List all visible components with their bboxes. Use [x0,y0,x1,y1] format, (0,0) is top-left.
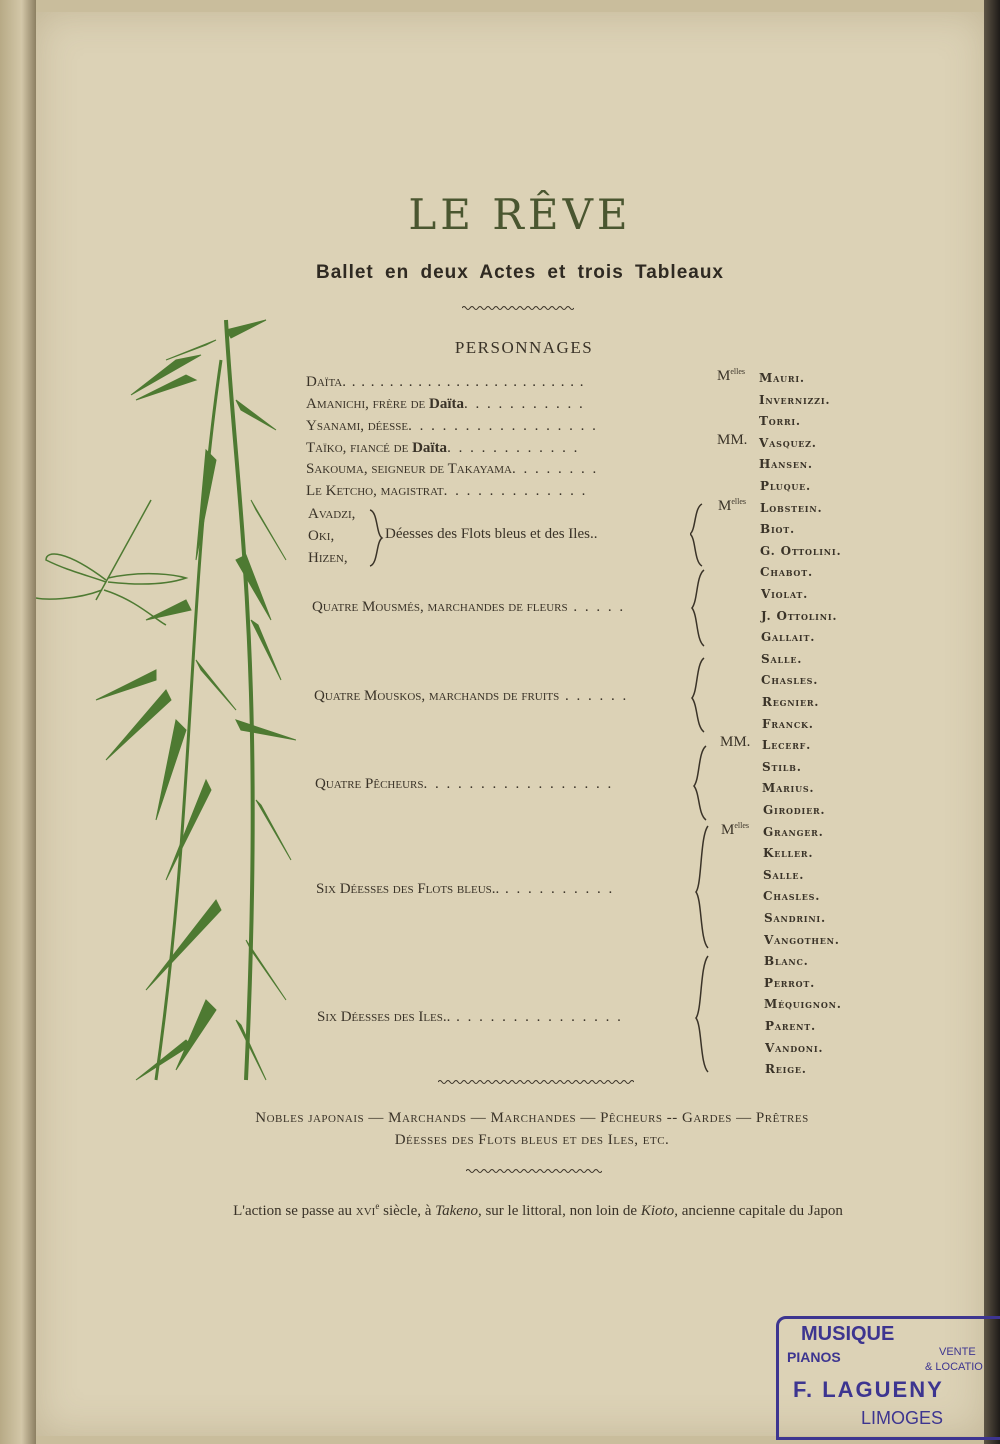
cast-member: Biot. [760,522,795,537]
cast-member: Salle. [763,867,805,882]
cast-member: Reige. [765,1062,807,1077]
leader-dots: . . . . . . . . . . . . . [443,483,588,499]
cast-member: Vangothen. [764,932,840,947]
group-desc: Déesses des Flots bleus et des Iles.. [385,526,598,542]
role-oki: Oki, [308,528,335,544]
cast-member: Chasles. [763,889,821,904]
cast-member: Invernizzi. [759,392,831,407]
stamp-musique: MUSIQUE [801,1323,895,1345]
leader-dots: . . . . . . . . [512,461,599,477]
footer-ensemble-line1: Nobles japonais — Marchands — Marchandes — Pêcheurs -- Gardes — Prêtres [255,1110,809,1126]
setting-note [200,1196,876,1221]
leader-dots: . . . . . . . . . . . . . . . . . [423,776,614,792]
text: , ancienne capitale du Japon [674,1203,843,1219]
cast-member: Sandrini. [764,911,826,925]
cast-member: G. Ottolini. [760,543,842,558]
role-name: Amanichi [306,396,366,412]
leader-dots: . . . . . . . . . . . . . . . . . [408,418,598,434]
cast-member: Méquignon. [764,997,842,1012]
role-desc: , seigneur de Takayama [363,461,513,477]
prefix-m: M [718,497,732,514]
cast-member: Keller. [763,846,814,861]
century-sup: e [375,1201,380,1211]
cast-member: Granger. [763,824,824,839]
role-bold: Daïta [412,440,448,456]
title-prefix [717,367,745,385]
leader-dots: . . . . . . . . . . . . [447,440,580,456]
role-ysanami [306,418,598,435]
prefix-m: M [717,368,731,384]
cast-member: Lobstein. [760,500,823,515]
title-prefix [721,821,749,839]
stamp-name: F. LAGUENY [793,1377,944,1402]
group-mousmes [312,599,625,616]
role-bold: Daïta [429,396,465,412]
role-avadzi: Avadzi, [308,506,356,522]
place-takeno: Takeno [435,1203,478,1219]
text: L'action se passe au [233,1203,356,1219]
role-sakouma [306,461,598,478]
role-name: Le Ketcho [306,483,374,499]
leader-dots: . . . . . . [559,688,629,704]
cast-member: Vandoni. [765,1040,824,1055]
role-name: Six Déesses des Flots bleus.. [316,881,500,897]
role-name: Six Déesses des Iles.. [317,1009,451,1025]
text: siècle, à [379,1203,436,1219]
cast-member: Lecerf. [762,738,812,753]
role-le-ketcho [306,483,587,500]
ornament-divider [466,1168,602,1174]
cast-member: Chabot. [760,565,813,580]
role-daita [306,374,584,391]
role-desc: , magistrat [373,483,444,499]
role-name: Quatre Mouskos, marchands de fruits [314,688,560,704]
title-prefix: MM. [717,431,748,448]
stamp-city: LIMOGES [861,1408,944,1428]
role-amanichi [306,396,585,413]
cast-member: J. Ottolini. [761,608,838,623]
cast-member: Blanc. [764,954,809,969]
prefix-sup: elles [734,820,750,830]
role-name: Quatre Mousmés, marchandes de fleurs [312,599,568,615]
prefix-m: M [721,821,735,838]
cast-member: Pluque. [760,479,812,493]
cast-braces [690,500,720,1080]
cast-member: Girodier. [763,803,826,817]
cast-member: Stilb. [762,759,802,774]
role-name: Quatre Pêcheurs [315,776,424,792]
leader-dots: . . . . . . . . . . [499,881,615,897]
leader-dots: . . . . . . . . . . . . . . . [450,1009,623,1025]
role-name: Taïko [306,440,343,456]
plant-illustration [36,300,296,1090]
title-prefix [718,497,746,515]
prefix-sup: elles [731,496,747,506]
leader-dots: . . . . . . . . . . . . . . . . . . . . . . . . . . [342,374,585,390]
text: , sur le littoral, non loin de [477,1203,641,1219]
leader-dots: . . . . . [567,599,626,615]
section-heading: PERSONNAGES [454,338,594,357]
cast-member: Gallait. [761,630,816,645]
group-mouskos [314,688,628,705]
group-pecheurs [315,776,613,793]
cast-member: Regnier. [762,695,820,709]
role-name: Ysanami [306,418,361,434]
stamp-pianos: PIANOS [787,1349,841,1365]
group-deesses-flots [316,881,614,898]
role-desc: , déesse [360,418,409,434]
subtitle: Ballet en deux Actes et trois Tableaux [316,262,724,283]
dealer-stamp [776,1316,1000,1440]
footer-ensemble-line2: Déesses des Flots bleus et des Iles, etc. [394,1132,670,1148]
leader-dots: . . . . . . . . . . . [464,396,585,412]
stamp-vente: VENTE [939,1346,976,1358]
title-prefix: MM. [720,734,751,751]
cast-member: Chasles. [761,673,819,688]
group-deesses-iles [317,1009,623,1026]
ornament-divider [462,305,574,311]
cast-member: Hansen. [759,457,813,472]
cast-member: Mauri. [759,371,805,385]
cast-member: Vasquez. [759,435,817,450]
prefix-sup: elles [730,367,746,376]
role-desc: , fiancé de [342,440,413,456]
cast-member: Perrot. [764,975,816,990]
cast-member: Torri. [759,414,801,429]
century: xvi [355,1203,376,1219]
cast-member: Franck. [762,716,814,731]
place-kioto: Kioto [640,1203,675,1219]
role-desc: , frère de [365,396,430,412]
role-hizen: Hizen, [308,550,348,566]
cast-member: Parent. [765,1019,817,1033]
role-name: Sakouma [306,461,364,477]
ornament-divider [438,1079,634,1085]
role-taiko [306,440,579,457]
brace [368,508,384,568]
cast-member: Salle. [761,651,803,666]
cast-member: Violat. [761,587,809,601]
dragonfly-icon [36,500,186,625]
cast-member: Marius. [762,781,815,796]
role-name: Daïta [306,374,343,390]
stamp-location: & LOCATIO [925,1361,983,1373]
page-title: LE RÊVE [408,190,632,239]
